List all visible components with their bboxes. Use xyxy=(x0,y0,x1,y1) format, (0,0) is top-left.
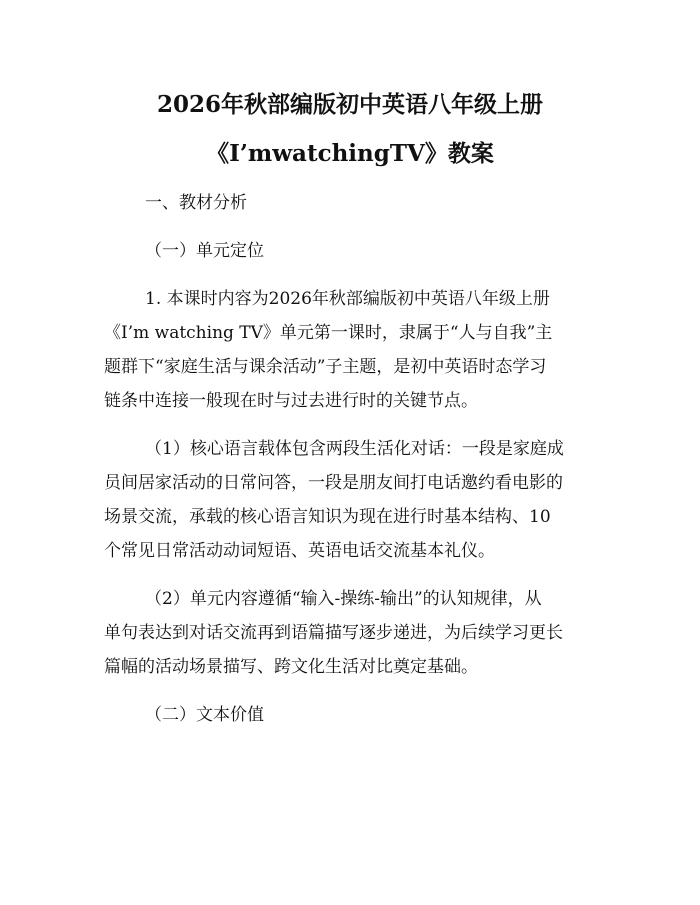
paragraph-1-line-2: 《I’m watching TV》单元第一课时，隶属于“人与自我”主 xyxy=(104,323,553,343)
paragraph-1-line-1: 1. 本课时内容为2026年秋部编版初中英语八年级上册 xyxy=(145,289,550,309)
section-heading-teaching-material-analysis: 一、教材分析 xyxy=(145,193,247,213)
paragraph-1-line-4: 链条中连接一般现在时与过去进行时的关键节点。 xyxy=(104,391,478,411)
subsection-heading-text-value: （二）文本价值 xyxy=(145,705,264,725)
subsection-heading-unit-positioning: （一）单元定位 xyxy=(145,241,264,261)
paragraph-1-line-3: 题群下“家庭生活与课余活动”子主题，是初中英语时态学习 xyxy=(104,357,547,377)
paragraph-2-line-4: 个常见日常活动动词短语、英语电话交流基本礼仪。 xyxy=(104,541,495,561)
document-title-line-2: 《I’mwatchingTV》教案 xyxy=(206,140,494,167)
paragraph-2-line-1: （1）核心语言载体包含两段生活化对话：一段是家庭成 xyxy=(145,439,564,459)
paragraph-3-line-2: 单句表达到对话交流再到语篇描写逐步递进，为后续学习更长 xyxy=(104,623,563,643)
document-title-line-1: 2026年秋部编版初中英语八年级上册 xyxy=(156,91,543,118)
paragraph-3-line-3: 篇幅的活动场景描写、跨文化生活对比奠定基础。 xyxy=(104,657,478,677)
paragraph-3-line-1: （2）单元内容遵循“输入-操练-输出”的认知规律，从 xyxy=(145,589,542,609)
paragraph-2-line-2: 员间居家活动的日常问答，一段是朋友间打电话邀约看电影的 xyxy=(104,473,563,493)
paragraph-2-line-3: 场景交流，承载的核心语言知识为现在进行时基本结构、10 xyxy=(104,507,551,527)
